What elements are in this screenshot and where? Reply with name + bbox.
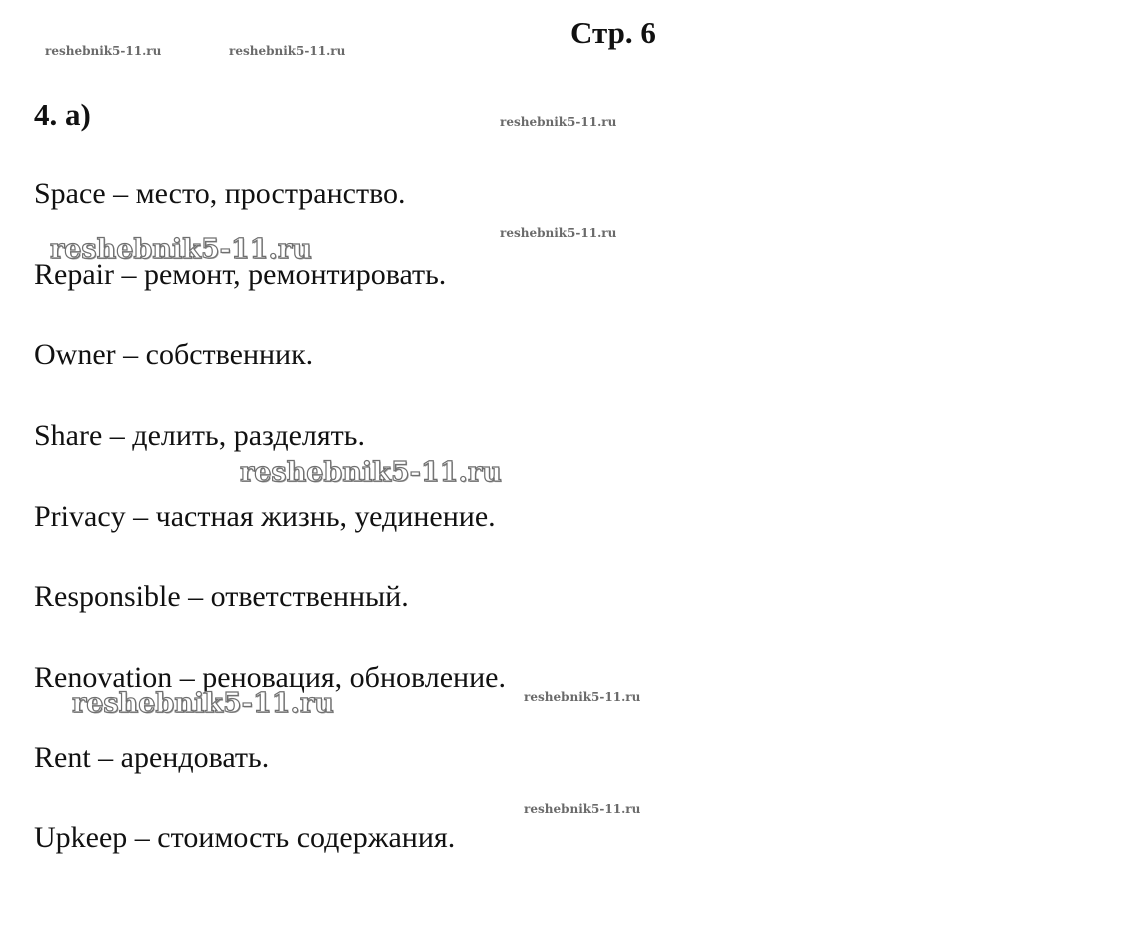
watermark: reshebnik5-11.ru xyxy=(524,690,641,704)
watermark: reshebnik5-11.ru xyxy=(524,802,641,816)
watermark: reshebnik5-11.ru xyxy=(72,688,334,719)
vocab-item-owner: Owner – собственник. xyxy=(34,338,314,371)
vocab-item-upkeep: Upkeep – стоимость содержания. xyxy=(34,821,456,854)
vocab-item-space: Space – место, пространство. xyxy=(34,177,406,210)
page-title: Стр. 6 xyxy=(570,15,656,50)
vocab-item-privacy: Privacy – частная жизнь, уединение. xyxy=(34,500,496,533)
watermark: reshebnik5-11.ru xyxy=(50,234,312,265)
watermark: reshebnik5-11.ru xyxy=(45,44,162,58)
watermark: reshebnik5-11.ru xyxy=(240,457,502,488)
vocab-item-repair: Repair – ремонт, ремонтировать. xyxy=(34,258,447,291)
watermark: reshebnik5-11.ru xyxy=(229,44,346,58)
vocab-item-responsible: Responsible – ответственный. xyxy=(34,580,409,613)
exercise-label: 4. a) xyxy=(34,97,91,132)
vocab-item-rent: Rent – арендовать. xyxy=(34,741,270,774)
watermark: reshebnik5-11.ru xyxy=(500,226,617,240)
watermark: reshebnik5-11.ru xyxy=(500,115,617,129)
vocab-item-renovation: Renovation – реновация, обновление. xyxy=(34,661,506,694)
vocab-item-share: Share – делить, разделять. xyxy=(34,419,365,452)
